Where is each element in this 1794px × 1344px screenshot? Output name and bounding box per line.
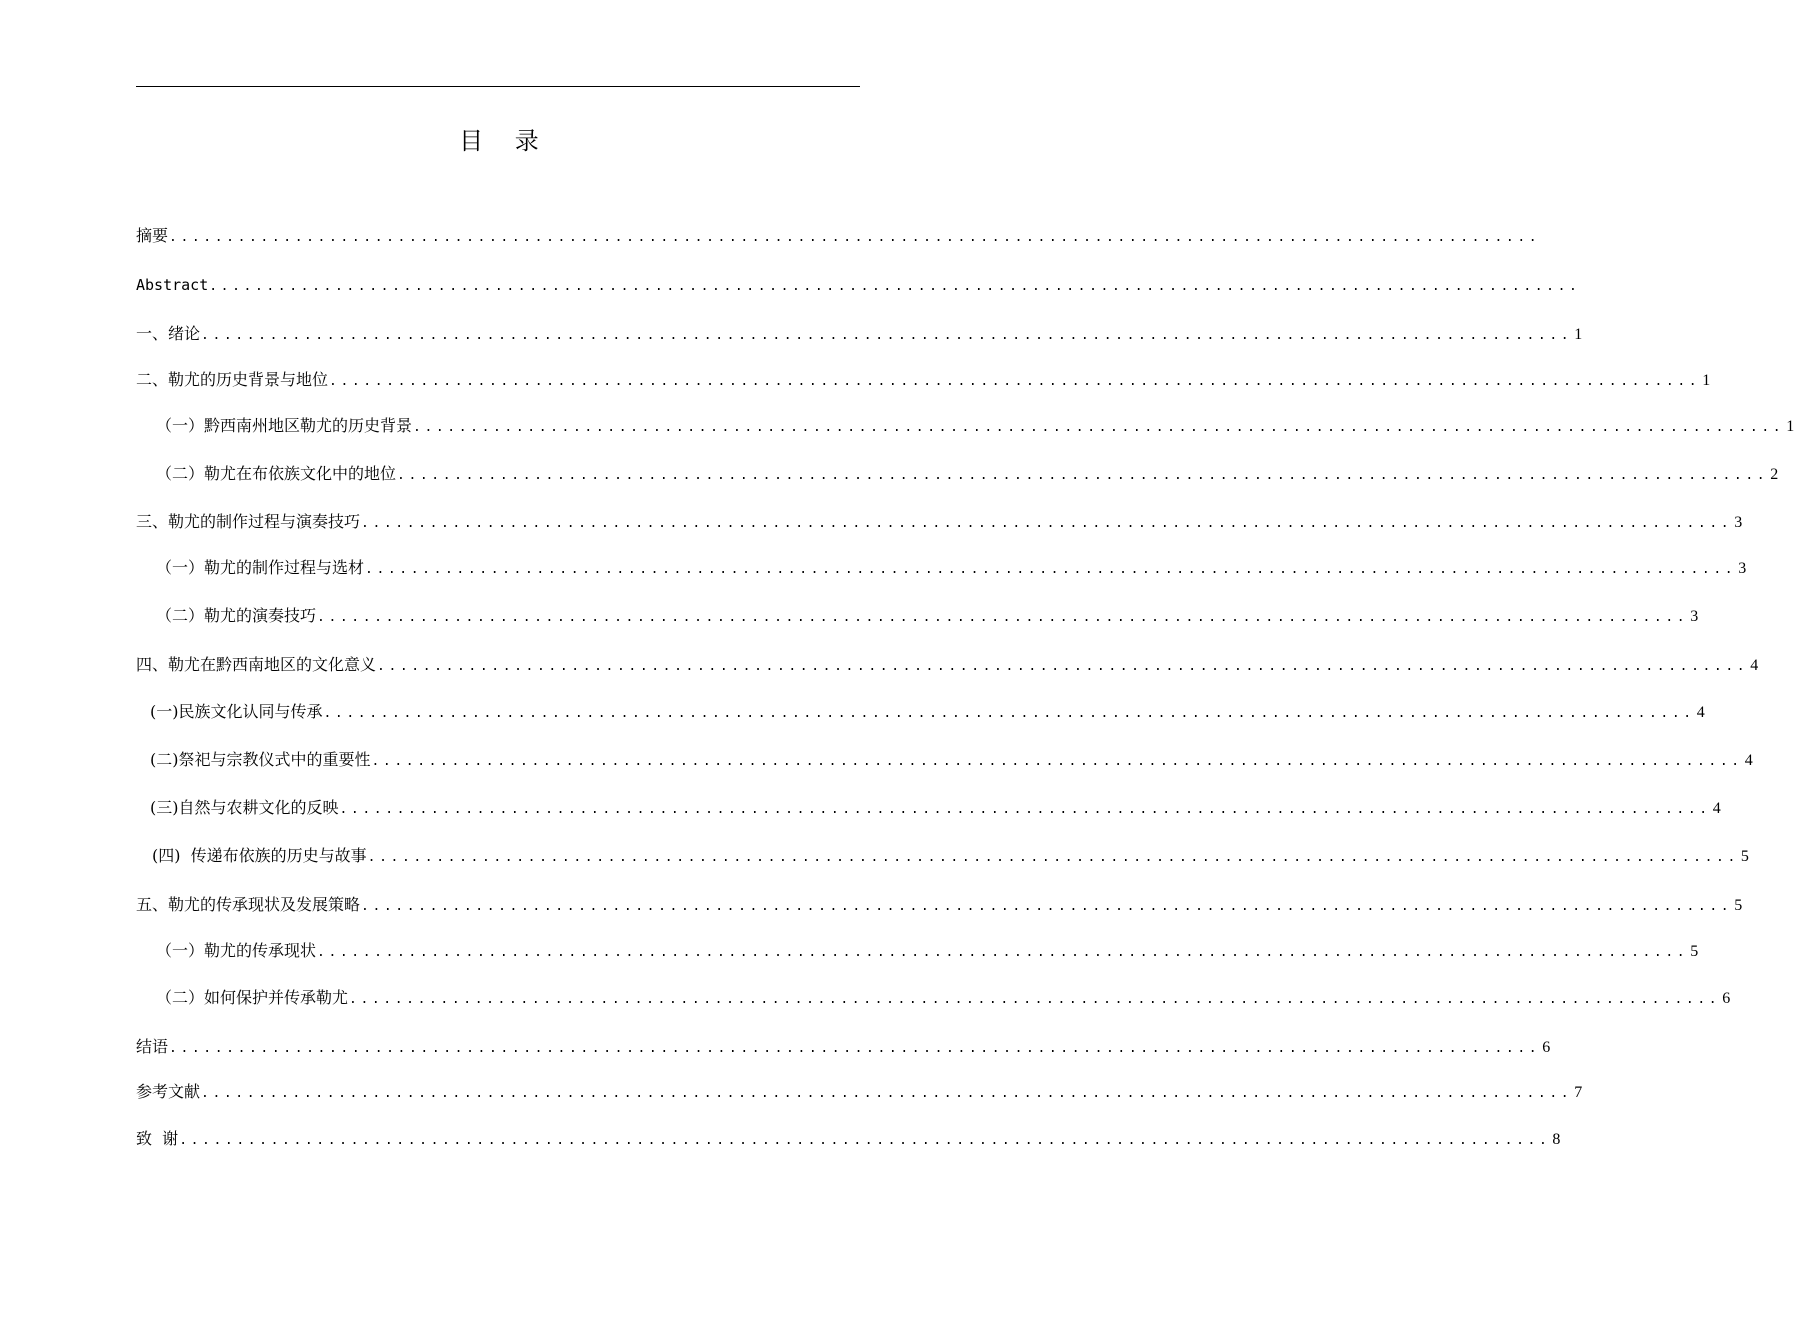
toc-entry-page: 2 <box>1770 466 1779 483</box>
toc-entry-label: Abstract <box>136 276 209 294</box>
toc-entry-5-1[interactable] <box>136 940 1699 964</box>
toc-entry-3-1[interactable] <box>136 557 1747 581</box>
toc-entry-label: 参考文献 <box>136 1082 201 1101</box>
toc-entry-3-2[interactable] <box>136 605 1699 629</box>
toc-entry-label: 四、勒尤在黔西南地区的文化意义 <box>136 655 377 674</box>
toc-entry-4-1[interactable] <box>136 701 1705 725</box>
toc-entry-page: 1 <box>1786 418 1794 435</box>
toc-entry-page: 3 <box>1690 608 1699 625</box>
toc-entry-label: （一）黔西南州地区勒尤的历史背景 <box>156 416 413 435</box>
toc-dot-leader: ........................................................................................................................ <box>169 230 1541 245</box>
toc-entry-abstract-en[interactable] <box>136 274 1581 298</box>
toc-entry-page: 4 <box>1696 704 1705 721</box>
toc-dot-leader: ........................................................................................................................ <box>397 468 1769 483</box>
toc-dot-leader: ........................................................................................................................ <box>323 706 1695 721</box>
toc-entry-page: 1 <box>1702 372 1711 389</box>
toc-entry-label: （一）勒尤的制作过程与选材 <box>156 558 365 577</box>
toc-entry-label: 三、勒尤的制作过程与演奏技巧 <box>136 512 361 531</box>
toc-dot-leader: ........................................................................................................................ <box>317 945 1689 960</box>
toc-entry-page: 6 <box>1722 990 1731 1007</box>
toc-entry-5[interactable] <box>136 894 1743 918</box>
toc-dot-leader: ........................................................................................................................ <box>361 516 1733 531</box>
toc-entry-label: 结语 <box>136 1037 169 1056</box>
toc-entry-label: 一、绪论 <box>136 324 201 343</box>
toc-dot-leader: ........................................................................................................................ <box>339 802 1711 817</box>
toc-entry-page: 6 <box>1542 1039 1551 1056</box>
toc-dot-leader: ........................................................................................................................ <box>317 610 1689 625</box>
toc-entry-page: 5 <box>1734 897 1743 914</box>
toc-dot-leader: ........................................................................................................................ <box>349 992 1721 1007</box>
toc-entry-acknowledgements[interactable] <box>136 1128 1561 1152</box>
toc-entry-label: 二、勒尤的历史背景与地位 <box>136 370 329 389</box>
toc-entry-label: (二)祭祀与宗教仪式中的重要性 <box>150 750 371 769</box>
toc-entry-3[interactable] <box>136 511 1743 535</box>
toc-entry-page: 3 <box>1738 560 1747 577</box>
toc-entry-label: 五、勒尤的传承现状及发展策略 <box>136 895 361 914</box>
page-title: 目 录 <box>459 127 551 155</box>
toc-entry-label: （二）如何保护并传承勒尤 <box>156 988 349 1007</box>
toc-entry-label: 摘要 <box>136 226 169 245</box>
toc-dot-leader: ........................................................................................................................ <box>169 1041 1541 1056</box>
toc-entry-page: 7 <box>1574 1084 1583 1101</box>
toc-dot-leader: ........................................................................................................................ <box>179 1133 1551 1148</box>
toc-entry-2[interactable] <box>136 369 1711 393</box>
toc-dot-leader: ........................................................................................................................ <box>371 754 1743 769</box>
toc-entry-page: 4 <box>1712 800 1721 817</box>
toc-entry-1[interactable] <box>136 323 1583 347</box>
toc-entry-5-2[interactable] <box>136 987 1731 1011</box>
toc-entry-page: 3 <box>1734 514 1743 531</box>
toc-entry-label: 致 谢 <box>136 1129 179 1148</box>
toc-entry-page: 5 <box>1740 848 1749 865</box>
toc-dot-leader: ........................................................................................................................ <box>361 899 1733 914</box>
toc-entry-4-3[interactable] <box>136 797 1721 821</box>
toc-entry-label: (三)自然与农耕文化的反映 <box>150 798 339 817</box>
toc-entry-2-1[interactable] <box>136 415 1794 439</box>
toc-entry-4[interactable] <box>136 654 1759 678</box>
toc-dot-leader: ........................................................................................................................ <box>413 420 1785 435</box>
toc-dot-leader: ........................................................................................................................ <box>209 279 1581 294</box>
toc-entry-page: 1 <box>1574 326 1583 343</box>
toc-entry-conclusion[interactable] <box>136 1036 1551 1060</box>
toc-entry-2-2[interactable] <box>136 463 1779 487</box>
toc-entry-label: (四) 传递布依族的历史与故事 <box>152 846 367 865</box>
toc-dot-leader: ........................................................................................................................ <box>365 562 1737 577</box>
toc-entry-label: (一)民族文化认同与传承 <box>150 702 323 721</box>
toc-entry-4-2[interactable] <box>136 749 1753 773</box>
toc-dot-leader: ........................................................................................................................ <box>367 850 1739 865</box>
toc-entry-page: 8 <box>1552 1131 1561 1148</box>
toc-dot-leader: ........................................................................................................................ <box>201 328 1573 343</box>
toc-entry-references[interactable] <box>136 1081 1583 1105</box>
toc-dot-leader: ........................................................................................................................ <box>377 659 1749 674</box>
toc-entry-page: 4 <box>1750 657 1759 674</box>
header-rule <box>136 86 860 87</box>
toc-entry-label: （二）勒尤在布依族文化中的地位 <box>156 464 397 483</box>
toc-entry-4-4[interactable] <box>136 845 1749 869</box>
toc-dot-leader: ........................................................................................................................ <box>329 374 1701 389</box>
toc-entry-label: （二）勒尤的演奏技巧 <box>156 606 317 625</box>
toc-entry-label: （一）勒尤的传承现状 <box>156 941 317 960</box>
toc-entry-page: 5 <box>1690 943 1699 960</box>
toc-dot-leader: ........................................................................................................................ <box>201 1086 1573 1101</box>
toc-entry-page: 4 <box>1744 752 1753 769</box>
toc-entry-abstract-cn[interactable] <box>136 225 1541 249</box>
